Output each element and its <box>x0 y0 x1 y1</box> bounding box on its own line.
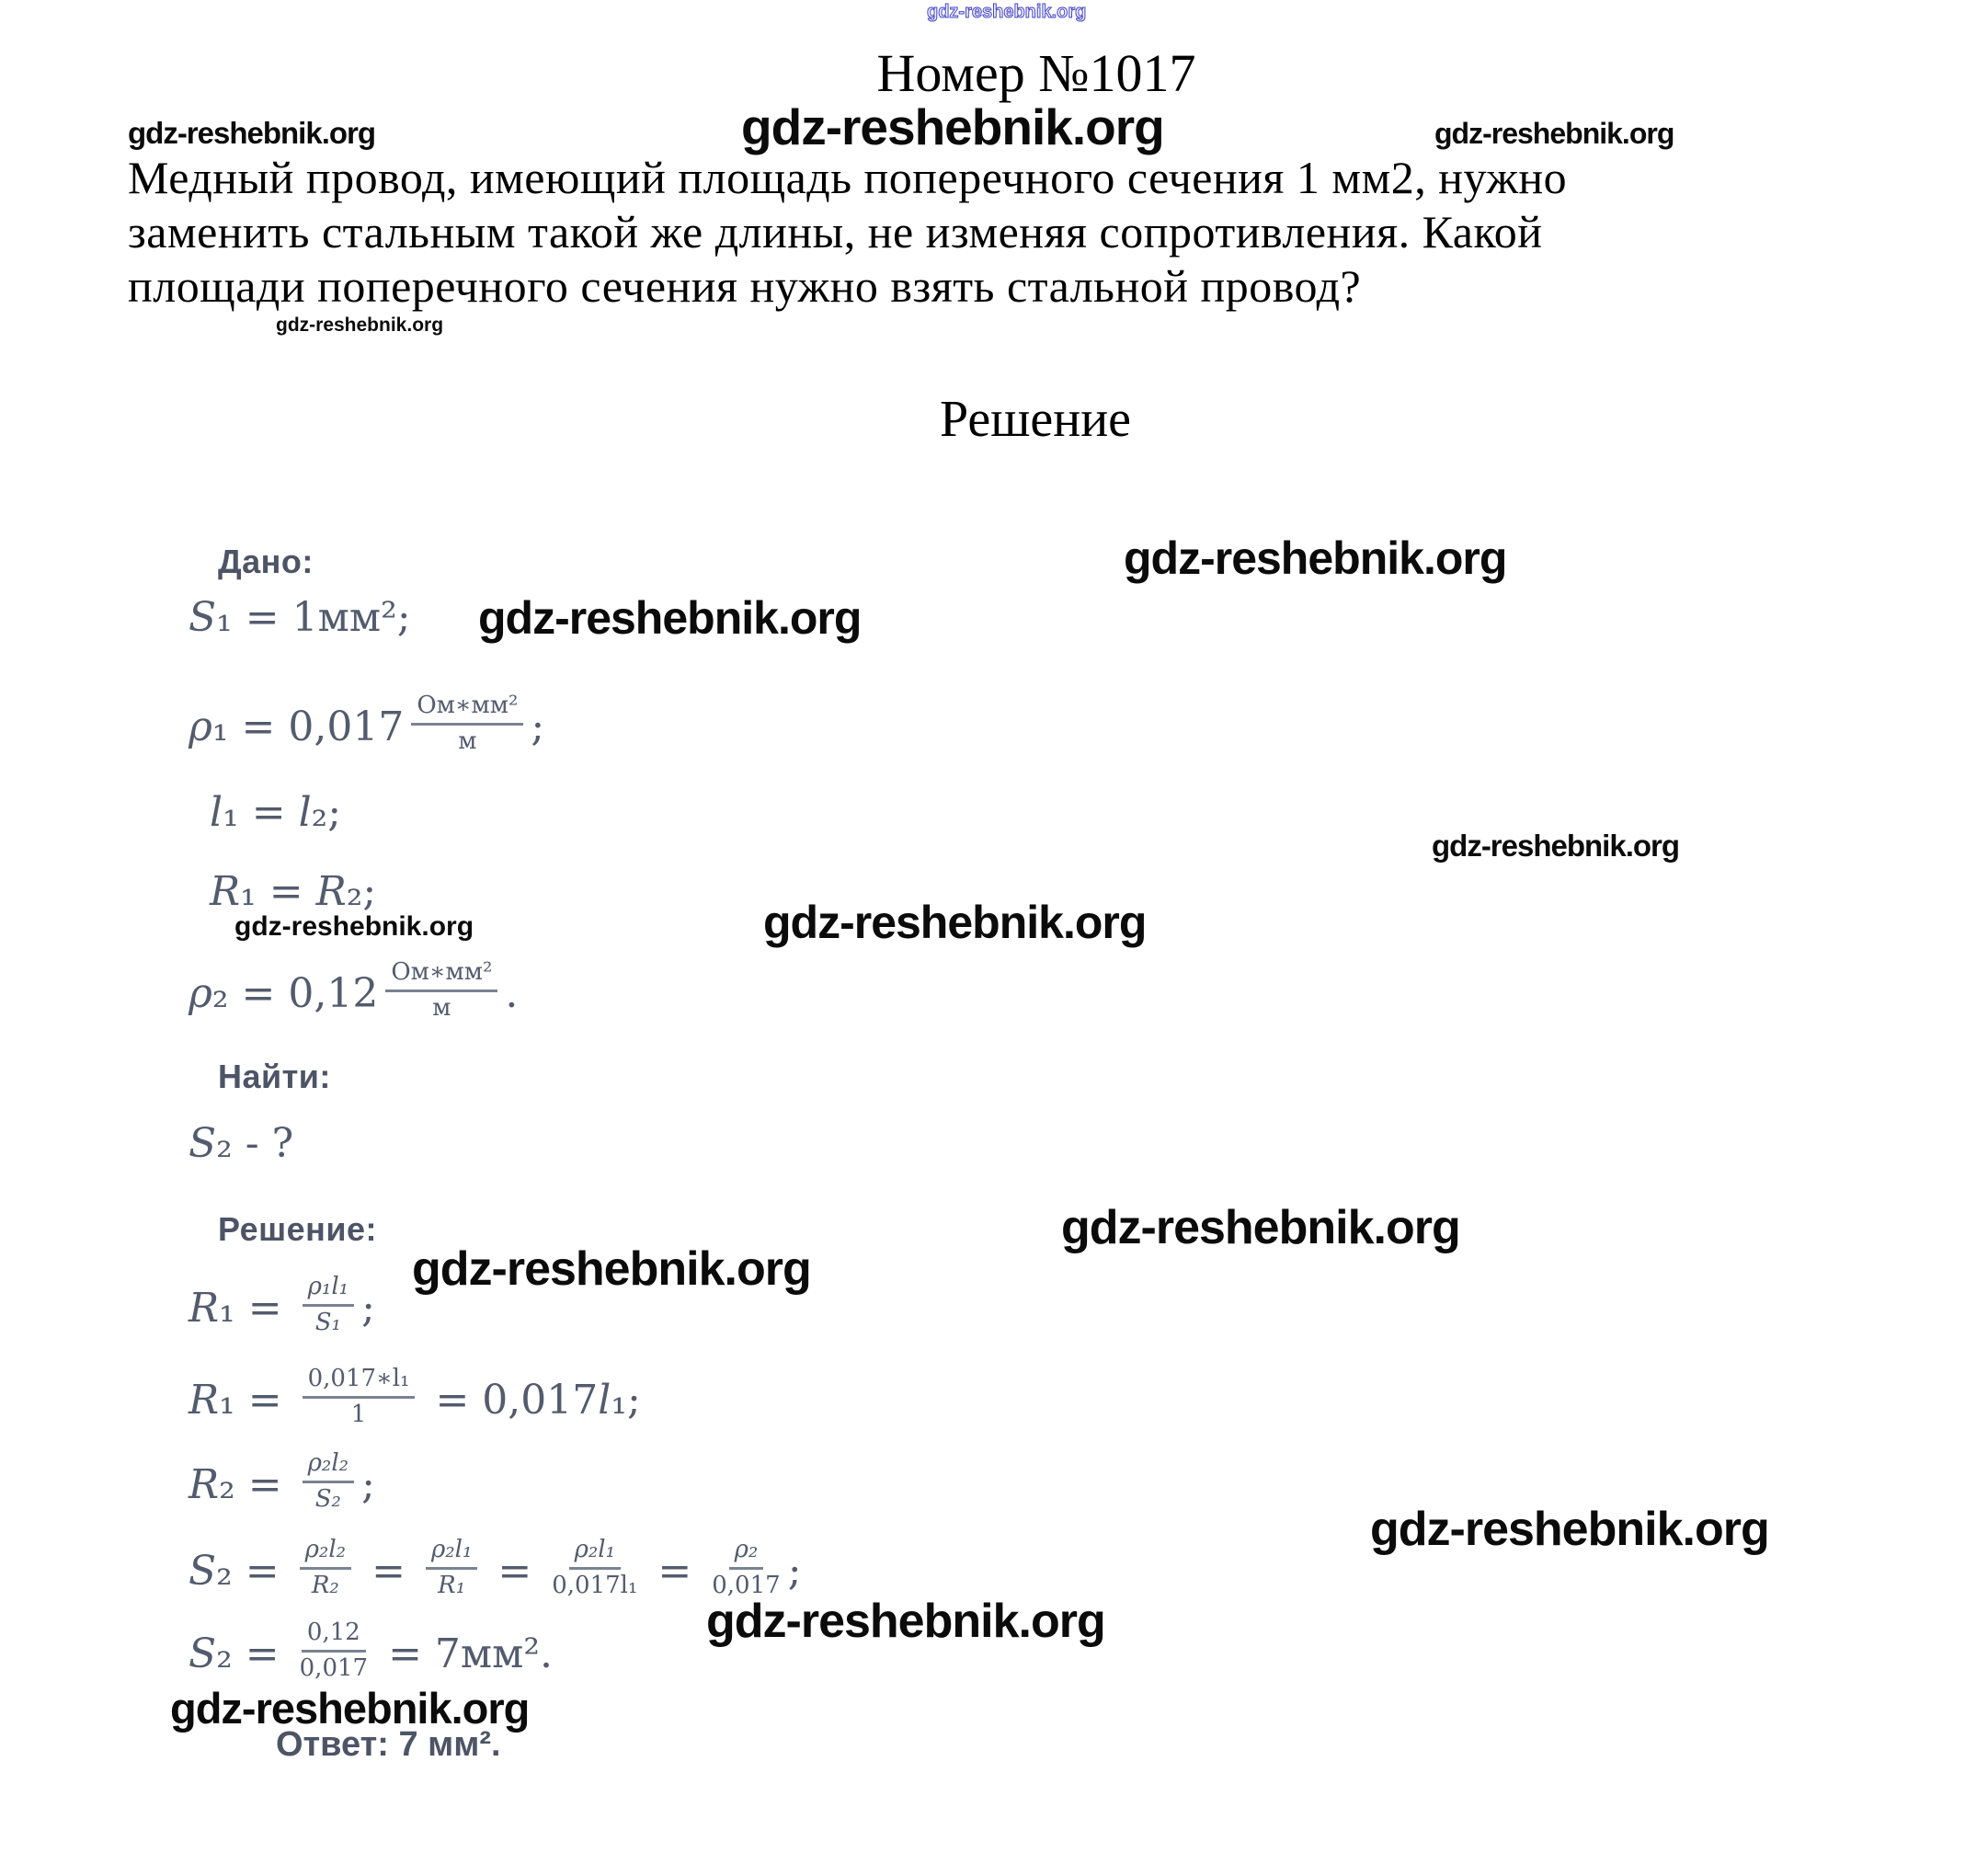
watermark: gdz-reshebnik.org <box>276 315 444 336</box>
find-label: Найти: <box>218 1058 331 1095</box>
eq-text: ₂ = <box>219 1460 295 1508</box>
watermark: gdz-reshebnik.org <box>478 592 862 644</box>
fraction <box>712 1537 780 1600</box>
eq-text: ρ <box>189 703 212 750</box>
eq-text: l <box>598 1376 611 1424</box>
equation-step5 <box>189 1611 553 1696</box>
eq-text: = 7мм². <box>375 1630 553 1677</box>
watermark: gdz-reshebnik.org <box>1124 532 1507 584</box>
eq-text: R <box>189 1284 220 1332</box>
watermark: gdz-reshebnik.org <box>412 1242 811 1296</box>
denominator: м <box>432 993 451 1022</box>
solution-label: Решение: <box>218 1210 378 1248</box>
eq-text: ; <box>361 1460 375 1508</box>
fraction <box>303 1450 354 1514</box>
solution-heading: Решение <box>939 391 1132 448</box>
denominator: S₁ <box>314 1308 341 1336</box>
eq-text: = <box>359 1547 418 1595</box>
eq-text: S <box>189 1120 217 1167</box>
watermark: gdz-reshebnik.org <box>1061 1201 1460 1254</box>
equation-step4 <box>189 1528 802 1613</box>
eq-text: R <box>210 868 241 915</box>
denominator: S₂ <box>314 1484 341 1513</box>
numerator: 0,017∗l₁ <box>303 1366 416 1399</box>
eq-text: R <box>189 1460 220 1508</box>
eq-text: S <box>189 1630 217 1677</box>
watermark-top: gdz-reshebnik.org <box>927 2 1087 22</box>
equation-rho1 <box>189 682 544 771</box>
problem-line: заменить стальным такой же длины, не изменяя сопротивления. Какой <box>128 206 1543 257</box>
fraction <box>385 959 497 1023</box>
denominator: 1 <box>350 1400 367 1428</box>
equation-r1-r2 <box>210 868 376 915</box>
fraction <box>300 1537 351 1600</box>
eq-text: ₂ = <box>216 1630 292 1677</box>
eq-text: S <box>189 1547 217 1595</box>
denominator: R₁ <box>438 1571 466 1599</box>
equation-find-s2 <box>189 1120 293 1167</box>
numerator: ρ₂l₂ <box>300 1537 351 1570</box>
eq-text: = <box>485 1547 545 1595</box>
eq-text: ₁ = <box>219 1376 295 1424</box>
denominator: R₂ <box>311 1571 339 1599</box>
eq-text: ₁ = <box>240 868 316 915</box>
numerator: ρ₁l₁ <box>303 1274 354 1307</box>
watermark: gdz-reshebnik.org <box>706 1595 1105 1648</box>
fraction <box>300 1619 368 1683</box>
watermark: gdz-reshebnik.org <box>763 897 1147 948</box>
equation-s1 <box>189 594 411 641</box>
fraction <box>411 692 523 756</box>
eq-text: ₁; <box>611 1376 641 1424</box>
denominator: 0,017 <box>712 1571 781 1599</box>
numerator: ρ₂l₁ <box>426 1537 477 1570</box>
numerator: Ом∗мм² <box>411 692 523 726</box>
numerator: ρ₂ <box>729 1537 764 1570</box>
eq-text: = <box>645 1547 705 1595</box>
eq-text: l <box>210 789 223 836</box>
denominator: 0,017 <box>299 1653 369 1682</box>
numerator: ρ₂l₁ <box>569 1537 621 1570</box>
given-label: Дано: <box>218 543 314 580</box>
eq-text: . <box>505 969 519 1017</box>
eq-text: R <box>315 868 347 915</box>
eq-text: ρ <box>189 969 212 1017</box>
numerator: 0,12 <box>302 1619 366 1653</box>
problem-text <box>128 151 1567 314</box>
page-title: Номер №1017 <box>876 43 1196 103</box>
watermark: gdz-reshebnik.org <box>1370 1503 1769 1556</box>
fraction <box>552 1537 637 1600</box>
eq-text: = 0,017 <box>422 1376 599 1424</box>
answer-text: Ответ: 7 мм². <box>276 1725 501 1764</box>
watermark: gdz-reshebnik.org <box>234 911 474 942</box>
eq-text: ; <box>787 1547 802 1595</box>
equation-step3 <box>189 1444 375 1525</box>
watermark: gdz-reshebnik.org <box>1434 117 1674 150</box>
watermark: gdz-reshebnik.org <box>741 98 1164 155</box>
watermark: gdz-reshebnik.org <box>170 1684 530 1733</box>
eq-text: ₁ = <box>219 1284 295 1332</box>
eq-text: ₂; <box>346 868 377 915</box>
watermark: gdz-reshebnik.org <box>1432 829 1680 863</box>
equation-l1-l2 <box>210 789 341 836</box>
fraction <box>303 1366 416 1429</box>
denominator: 0,017l₁ <box>552 1571 638 1599</box>
equation-step1 <box>189 1267 375 1348</box>
denominator: м <box>458 726 477 755</box>
equation-step2 <box>189 1357 641 1442</box>
eq-text: S <box>189 594 217 641</box>
eq-text: ₁ = <box>223 789 299 836</box>
equation-rho2 <box>189 949 518 1037</box>
numerator: ρ₂l₂ <box>303 1450 354 1483</box>
problem-line: Медный провод, имеющий площадь поперечного сечения 1 мм2, нужно <box>128 152 1568 203</box>
fraction <box>426 1537 477 1600</box>
problem-line: площади поперечного сечения нужно взять стальной провод? <box>128 260 1362 312</box>
eq-text: ₂ - ? <box>216 1120 294 1167</box>
numerator: Ом∗мм² <box>385 959 497 992</box>
watermark: gdz-reshebnik.org <box>128 116 376 150</box>
eq-text: R <box>189 1376 220 1424</box>
eq-text: ₂; <box>311 789 342 836</box>
eq-text: ₂ = 0,12 <box>211 969 379 1017</box>
eq-text: ₂ = <box>216 1547 292 1595</box>
eq-text: ; <box>361 1284 375 1332</box>
eq-text: ₁ = 1мм²; <box>216 594 411 641</box>
eq-text: ₁ = 0,017 <box>211 703 405 750</box>
eq-text: ; <box>531 703 545 750</box>
eq-text: l <box>298 789 312 836</box>
fraction <box>303 1274 354 1337</box>
